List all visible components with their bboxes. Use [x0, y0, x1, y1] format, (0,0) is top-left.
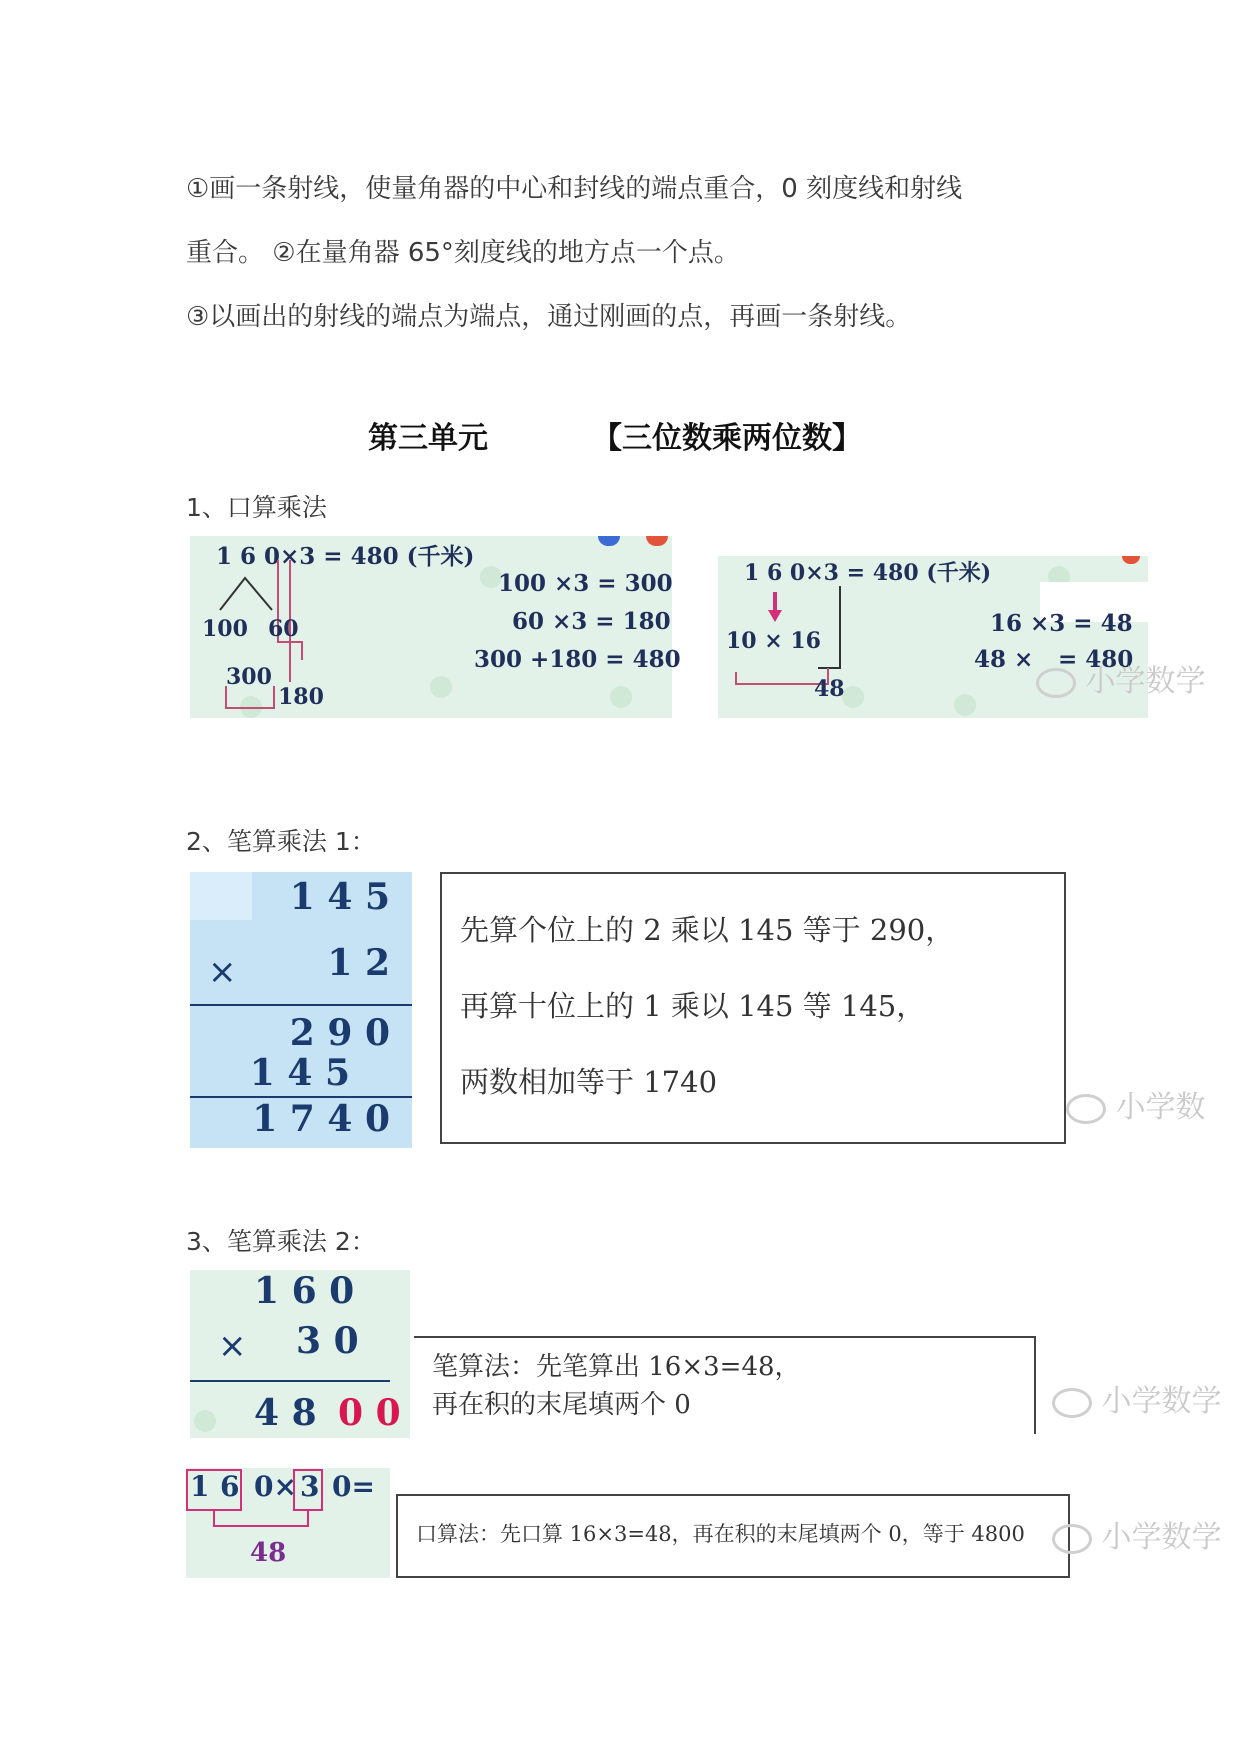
fig2-eq-2-tail: = 480 [1058, 646, 1134, 673]
vc1-partial-2: 1 4 5 [249, 1052, 350, 1094]
explain-line-2: 再算十位上的 1 乘以 145 等 145， [460, 989, 926, 1023]
written-line-2: 再在积的末尾填两个 0 [432, 1390, 691, 1420]
vc2-row-2: 3 0 [296, 1320, 359, 1362]
vc1-times: × [208, 952, 237, 992]
unit-title: 【三位数乘两位数】 [592, 421, 862, 456]
vertical-calc-2 [190, 1270, 410, 1438]
fig2-mid: 10 × 16 [726, 628, 821, 654]
wechat-icon [1036, 668, 1076, 698]
oral-method-text: 口算法：先口算 16×3=48，再在积的末尾填两个 0，等于 4800 [416, 1522, 1025, 1546]
fig1-top-equation: 1 6 0×3 = 480 (千米) [216, 543, 475, 570]
of3-tail: 0= [332, 1470, 375, 1503]
written-line-1: 笔算法：先笔算出 16×3=48， [432, 1352, 801, 1382]
watermark-3-text: 小学数学 [1101, 1384, 1222, 1419]
fig1-result-right: 180 [278, 684, 324, 710]
watermark-4-text: 小学数学 [1101, 1520, 1222, 1555]
wechat-icon [1052, 1388, 1092, 1418]
of3-mid: 0× [254, 1470, 297, 1503]
of3-digit-3: 3 [300, 1470, 320, 1503]
watermark-2 [1066, 1082, 1206, 1126]
vc1-result: 1 7 4 0 [252, 1098, 390, 1140]
watermark-4 [1052, 1512, 1222, 1556]
vc1-row-1: 1 4 5 [289, 876, 390, 918]
watermark-1-text: 小学数学 [1085, 664, 1206, 699]
vc2-row-1: 1 6 0 [254, 1270, 355, 1312]
watermark-3 [1052, 1376, 1222, 1420]
vc2-result-main: 4 8 [254, 1392, 317, 1434]
of3-result: 48 [250, 1538, 287, 1568]
written-method-box [414, 1336, 1036, 1434]
intro-line-3: ③以画出的射线的端点为端点，通过刚画的点，再画一条射线。 [186, 302, 912, 332]
fig2-bottom: 48 [814, 676, 845, 702]
section-3-heading: 3、笔算乘法 2： [186, 1227, 376, 1256]
explain-box-1 [440, 872, 1066, 1144]
fig2-eq-2: 48 × [974, 646, 1034, 673]
section-2-heading: 2、笔算乘法 1： [186, 827, 376, 856]
wechat-icon [1052, 1524, 1092, 1554]
of3-boxes [186, 1468, 390, 1578]
watermark-1 [1036, 656, 1206, 700]
fig2-eq-1: 16 ×3 = 48 [990, 610, 1133, 637]
vc1-row-2: 1 2 [327, 942, 390, 984]
fig1-eq-2: 60 ×3 = 180 [512, 608, 671, 635]
of3-digit-1: 1 [190, 1470, 210, 1503]
fig1-split-left: 100 [202, 616, 248, 642]
watermark-2-text: 小学数 [1115, 1090, 1206, 1125]
intro-line-1: ①画一条射线，使量角器的中心和封线的端点重合，0 刻度线和射线 [186, 174, 963, 204]
fig1-split-right: 60 [268, 616, 299, 642]
intro-line-2: 重合。 ②在量角器 65°刻度线的地方点一个点。 [186, 238, 740, 268]
oral-figure-1 [190, 536, 681, 718]
fig1-result-left: 300 [226, 664, 272, 690]
wechat-icon [1066, 1094, 1106, 1124]
unit-label: 第三单元 [368, 421, 488, 456]
vc2-result-zeros: 0 0 [338, 1392, 401, 1434]
oral-figure-3 [186, 1468, 390, 1578]
of3-digit-2: 6 [220, 1470, 240, 1503]
vc2-times: × [218, 1326, 247, 1366]
vertical-calc-1 [190, 872, 412, 1148]
fig1-eq-3: 300 +180 = 480 [474, 646, 681, 673]
fig1-eq-1: 100 ×3 = 300 [498, 570, 673, 597]
explain-line-1: 先算个位上的 2 乘以 145 等于 290， [460, 913, 955, 947]
vc1-partial-1: 2 9 0 [289, 1012, 390, 1054]
oral-method-box [396, 1494, 1070, 1578]
section-1-heading: 1、口算乘法 [186, 493, 327, 522]
explain-line-3: 两数相加等于 1740 [460, 1065, 718, 1099]
fig2-top-equation: 1 6 0×3 = 480 (千米) [744, 560, 992, 586]
